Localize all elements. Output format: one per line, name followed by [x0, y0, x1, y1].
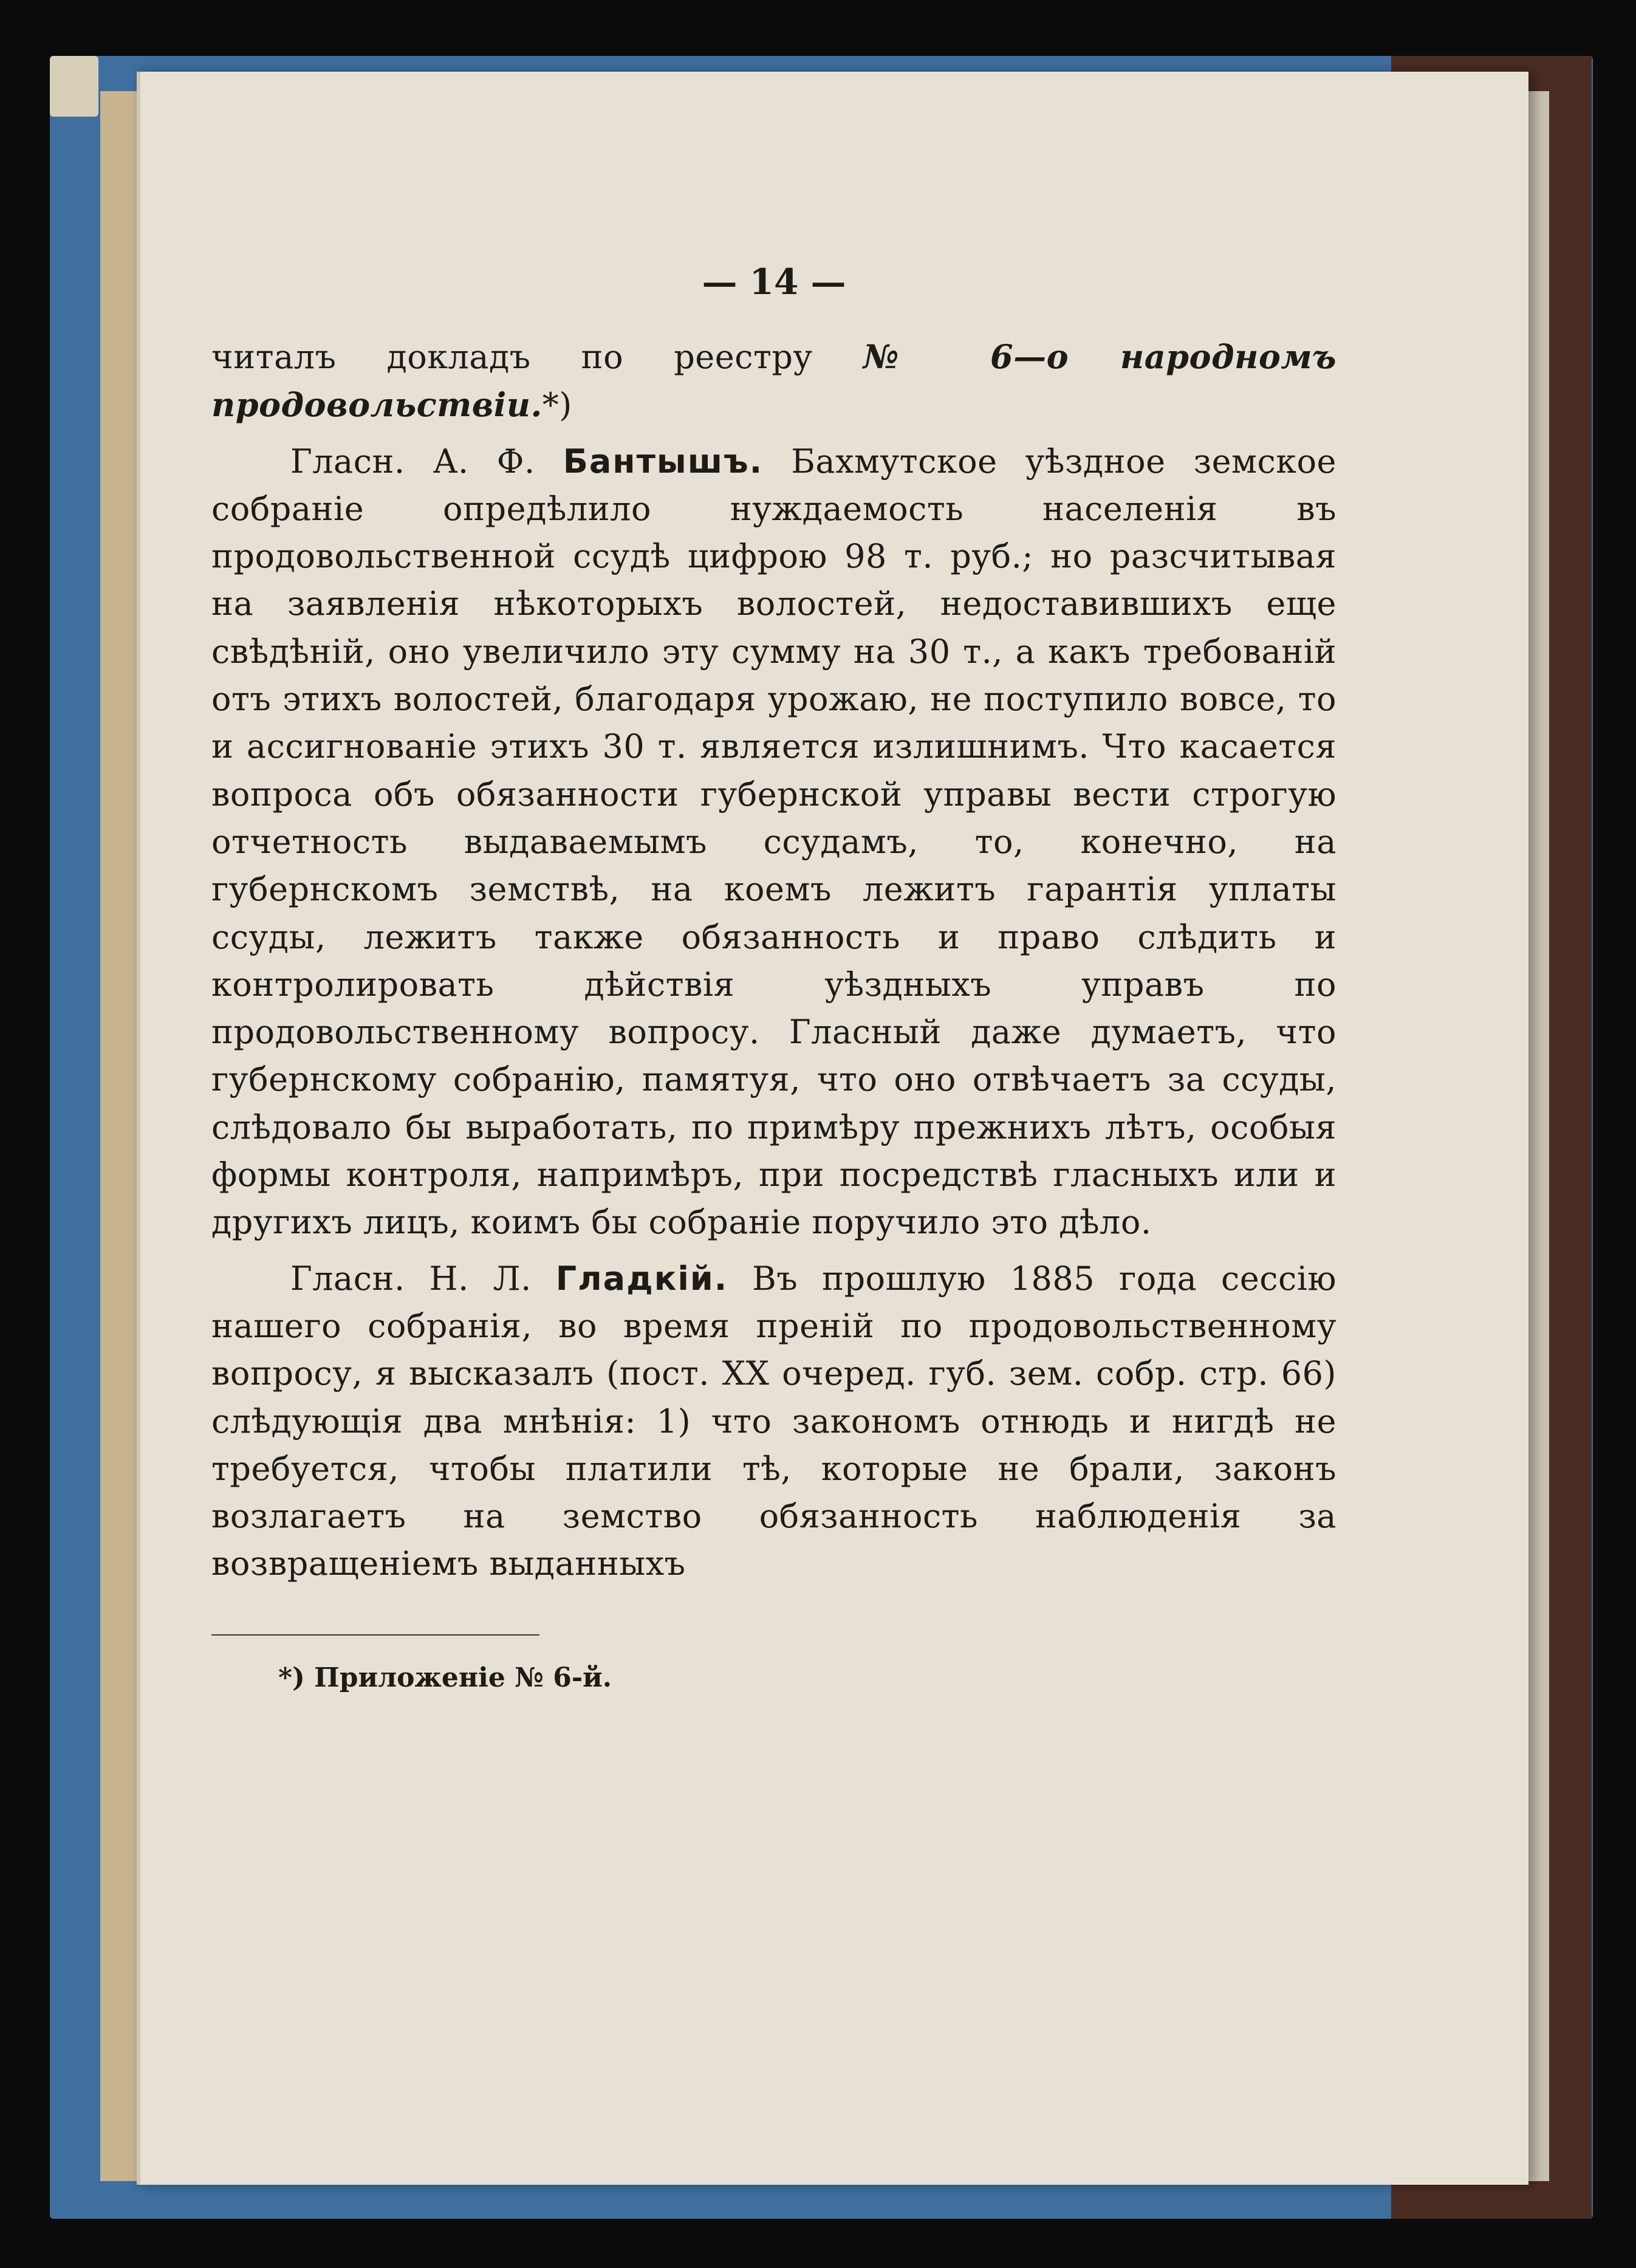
speaker-label: Гласн. Н. Л. [290, 1259, 532, 1298]
speaker-label: Гласн. А. Ф. [290, 442, 535, 481]
footnote-divider [211, 1634, 539, 1636]
cover-corner-wear [50, 56, 98, 117]
adjacent-page-edge [1525, 91, 1549, 2181]
page-number: — 14 — [702, 261, 846, 303]
paragraph-1 [211, 333, 1337, 430]
footnote-marker: *) [542, 386, 572, 425]
paragraph-1-text: читалъ докладъ по реестру [211, 338, 863, 376]
page-text [211, 176, 1337, 1696]
paragraph-3-text: Въ прошлую 1885 года сессію нашего собранія, во время преній по продовольственному вопросу, я высказалъ (пост. XX очеред. губ. зем. собр. стр. 66) слѣдующія два мнѣнія: 1) что закономъ отнюдь и нигдѣ не требуется, чтобы платили тѣ, которые не брали, законъ возлагаетъ на земство обязанность наблюденія за возвращеніемъ выданныхъ [211, 1259, 1337, 1583]
paragraph-2 [211, 438, 1337, 1247]
paragraph-2-text: Бахмутское уѣздное земское собраніе опредѣлило нуждаемость населенія въ продовольственной ссудѣ цифрою 98 т. руб.; но разсчитывая на заявленія нѣкоторыхъ волостей, недоставившихъ еще свѣдѣній, оно увеличило эту сумму на 30 т., а какъ требованій отъ этихъ волостей, благодаря урожаю, не поступило вовсе, то и ассигнованіе этихъ 30 т. является излишнимъ. Что касается вопроса объ обязанности губернской управы вести строгую отчетность выдаваемымъ ссудамъ, то, конечно, на губернскомъ земствѣ, на коемъ лежитъ гарантія уплаты ссуды, лежитъ также обязанность и право слѣдить и контролировать дѣйствія уѣздныхъ управъ по продовольственному вопросу. Гласный даже думаетъ, что губернскому собранію, памятуя, что оно отвѣчаетъ за ссуды, слѣдовало бы выработать, по примѣру прежнихъ лѣтъ, особыя формы контроля, напримѣръ, при посредствѣ гласныхъ или и другихъ лицъ, коимъ бы собраніе поручило это дѣло. [211, 442, 1337, 1242]
speaker-name: Гладкій. [555, 1259, 728, 1298]
footnote: *) Приложеніе № 6-й. [278, 1662, 612, 1693]
speaker-name: Бантышъ. [563, 442, 764, 481]
paragraph-1-italic: № 6—о народномъ продовольствіи. [211, 337, 1337, 425]
paragraph-3 [211, 1255, 1337, 1588]
